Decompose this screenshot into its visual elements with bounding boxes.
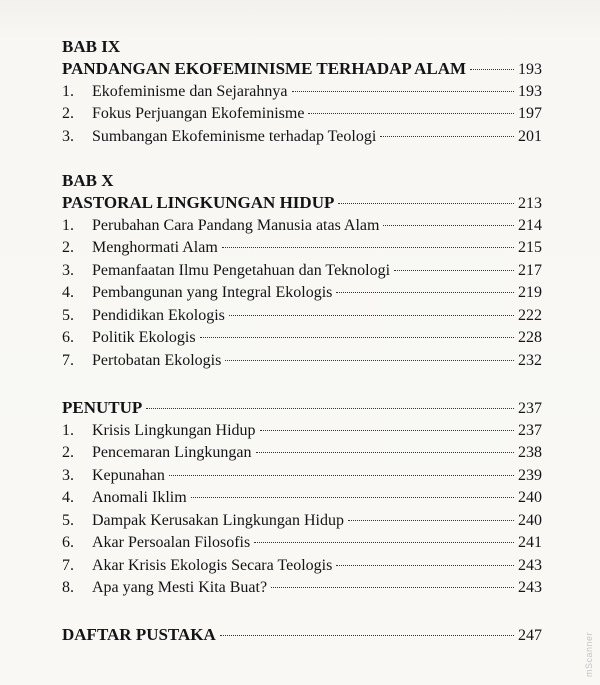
dot-leader [380, 136, 514, 137]
entry-title: Akar Persoalan Filosofis [92, 534, 251, 551]
entry-number: 1. [62, 421, 74, 439]
dot-leader [336, 292, 514, 293]
entry-title: Krisis Lingkungan Hidup [92, 421, 256, 439]
toc-entry [62, 442, 542, 465]
entry-number: 2. [62, 444, 74, 461]
entry-page: 228 [518, 329, 542, 346]
entry-title: Pertobatan Ekologis [92, 351, 222, 369]
entry-page: 243 [518, 556, 542, 574]
entry-page: 201 [518, 127, 542, 145]
entry-page: 219 [518, 284, 542, 301]
entry-title: Pembangunan yang Integral Ekologis [92, 284, 333, 301]
entry-number: 1. [62, 82, 74, 100]
dot-leader [308, 113, 514, 114]
toc-entry [62, 305, 542, 328]
entry-title: Pencemaran Lingkungan [92, 444, 252, 461]
toc-entry [62, 465, 542, 488]
chapter-10-section [62, 170, 542, 372]
entry-page: 243 [518, 579, 542, 596]
dot-leader [260, 430, 514, 431]
dot-leader [336, 565, 514, 566]
toc-entry [62, 420, 542, 443]
toc-entry [62, 215, 542, 238]
entry-page: 193 [518, 82, 542, 100]
entry-title: Dampak Kerusakan Lingkungan Hidup [92, 511, 344, 529]
dot-leader [229, 315, 514, 316]
entry-title: Akar Krisis Ekologis Secara Teologis [92, 556, 333, 574]
entry-page: 222 [518, 306, 542, 324]
scanner-watermark: mScanner [584, 631, 594, 677]
dot-leader [338, 203, 514, 204]
toc-entry [62, 237, 542, 260]
section-spacer [62, 372, 542, 397]
dot-leader [394, 270, 514, 271]
entry-page: 240 [518, 511, 542, 529]
entry-title: Kepunahan [92, 466, 165, 484]
entry-number: 2. [62, 239, 74, 256]
entry-page: 197 [518, 105, 542, 122]
chapter-9-title: PANDANGAN EKOFEMINISME TERHADAP ALAM [62, 59, 467, 78]
dot-leader [383, 225, 514, 226]
dot-leader [191, 497, 514, 498]
dot-leader [256, 452, 515, 453]
entry-number: 5. [62, 511, 74, 529]
entry-number: 3. [62, 127, 74, 145]
toc-entry [62, 532, 542, 555]
section-spacer [62, 600, 542, 624]
entry-number: 6. [62, 534, 74, 551]
dot-leader [292, 91, 515, 92]
entry-number: 7. [62, 351, 74, 369]
entry-title: Politik Ekologis [92, 329, 196, 346]
dot-leader [200, 337, 514, 338]
closing-page: 237 [518, 400, 542, 417]
entry-title: Menghormati Alam [92, 239, 218, 256]
entry-page: 239 [518, 466, 542, 484]
toc-entry [62, 577, 542, 600]
entry-title: Perubahan Cara Pandang Manusia atas Alam [92, 216, 380, 234]
dot-leader [146, 408, 514, 409]
entry-number: 8. [62, 579, 74, 596]
entry-number: 6. [62, 329, 74, 346]
bibliography-title: DAFTAR PUSTAKA [62, 624, 216, 644]
entry-title: Fokus Perjuangan Ekofeminisme [92, 105, 305, 122]
entry-title: Pendidikan Ekologis [92, 306, 225, 324]
entry-number: 2. [62, 105, 74, 122]
chapter-10-page: 213 [518, 195, 542, 212]
entry-number: 1. [62, 216, 74, 234]
toc-entry [62, 260, 542, 283]
dot-leader [348, 520, 514, 521]
toc-entry [62, 350, 542, 373]
toc-entry [62, 126, 542, 149]
toc-entry [62, 327, 542, 350]
chapter-9-section [62, 36, 542, 148]
entry-page: 241 [518, 534, 542, 551]
dot-leader [470, 69, 514, 70]
bibliography-section [62, 624, 542, 647]
chapter-9-label: BAB IX [62, 37, 121, 56]
section-spacer [62, 148, 542, 170]
entry-title: Apa yang Mesti Kita Buat? [92, 579, 268, 596]
entry-page: 240 [518, 489, 542, 506]
dot-leader [254, 542, 514, 543]
toc-entry [62, 103, 542, 126]
closing-title: PENUTUP [62, 398, 143, 417]
entry-number: 5. [62, 306, 74, 324]
dot-leader [169, 475, 514, 476]
entry-number: 4. [62, 489, 74, 506]
entry-page: 238 [518, 444, 542, 461]
entry-number: 3. [62, 261, 74, 279]
closing-section [62, 397, 542, 600]
chapter-10-label: BAB X [62, 171, 114, 190]
entry-page: 215 [518, 239, 542, 256]
chapter-9-page: 193 [518, 61, 542, 78]
toc-entry [62, 282, 542, 305]
dot-leader [271, 587, 514, 588]
entry-page: 217 [518, 261, 542, 279]
chapter-10-heading [62, 192, 542, 215]
entry-number: 3. [62, 466, 74, 484]
toc-entry [62, 510, 542, 533]
dot-leader [220, 635, 514, 636]
bibliography-page: 247 [518, 626, 542, 644]
toc-entry [62, 487, 542, 510]
entry-title: Sumbangan Ekofeminisme terhadap Teologi [92, 127, 377, 145]
entry-page: 214 [518, 216, 542, 234]
table-of-contents [62, 36, 542, 646]
entry-title: Ekofeminisme dan Sejarahnya [92, 82, 288, 100]
closing-heading [62, 397, 542, 420]
chapter-9-heading [62, 58, 542, 81]
entry-number: 7. [62, 556, 74, 574]
bibliography-heading [62, 624, 542, 647]
chapter-10-title: PASTORAL LINGKUNGAN HIDUP [62, 193, 335, 212]
toc-entry [62, 555, 542, 578]
entry-title: Anomali Iklim [92, 489, 187, 506]
dot-leader [225, 360, 514, 361]
entry-title: Pemanfaatan Ilmu Pengetahuan dan Teknologi [92, 261, 391, 279]
entry-page: 237 [518, 421, 542, 439]
toc-entry [62, 81, 542, 104]
entry-number: 4. [62, 284, 74, 301]
entry-page: 232 [518, 351, 542, 369]
dot-leader [222, 247, 514, 248]
